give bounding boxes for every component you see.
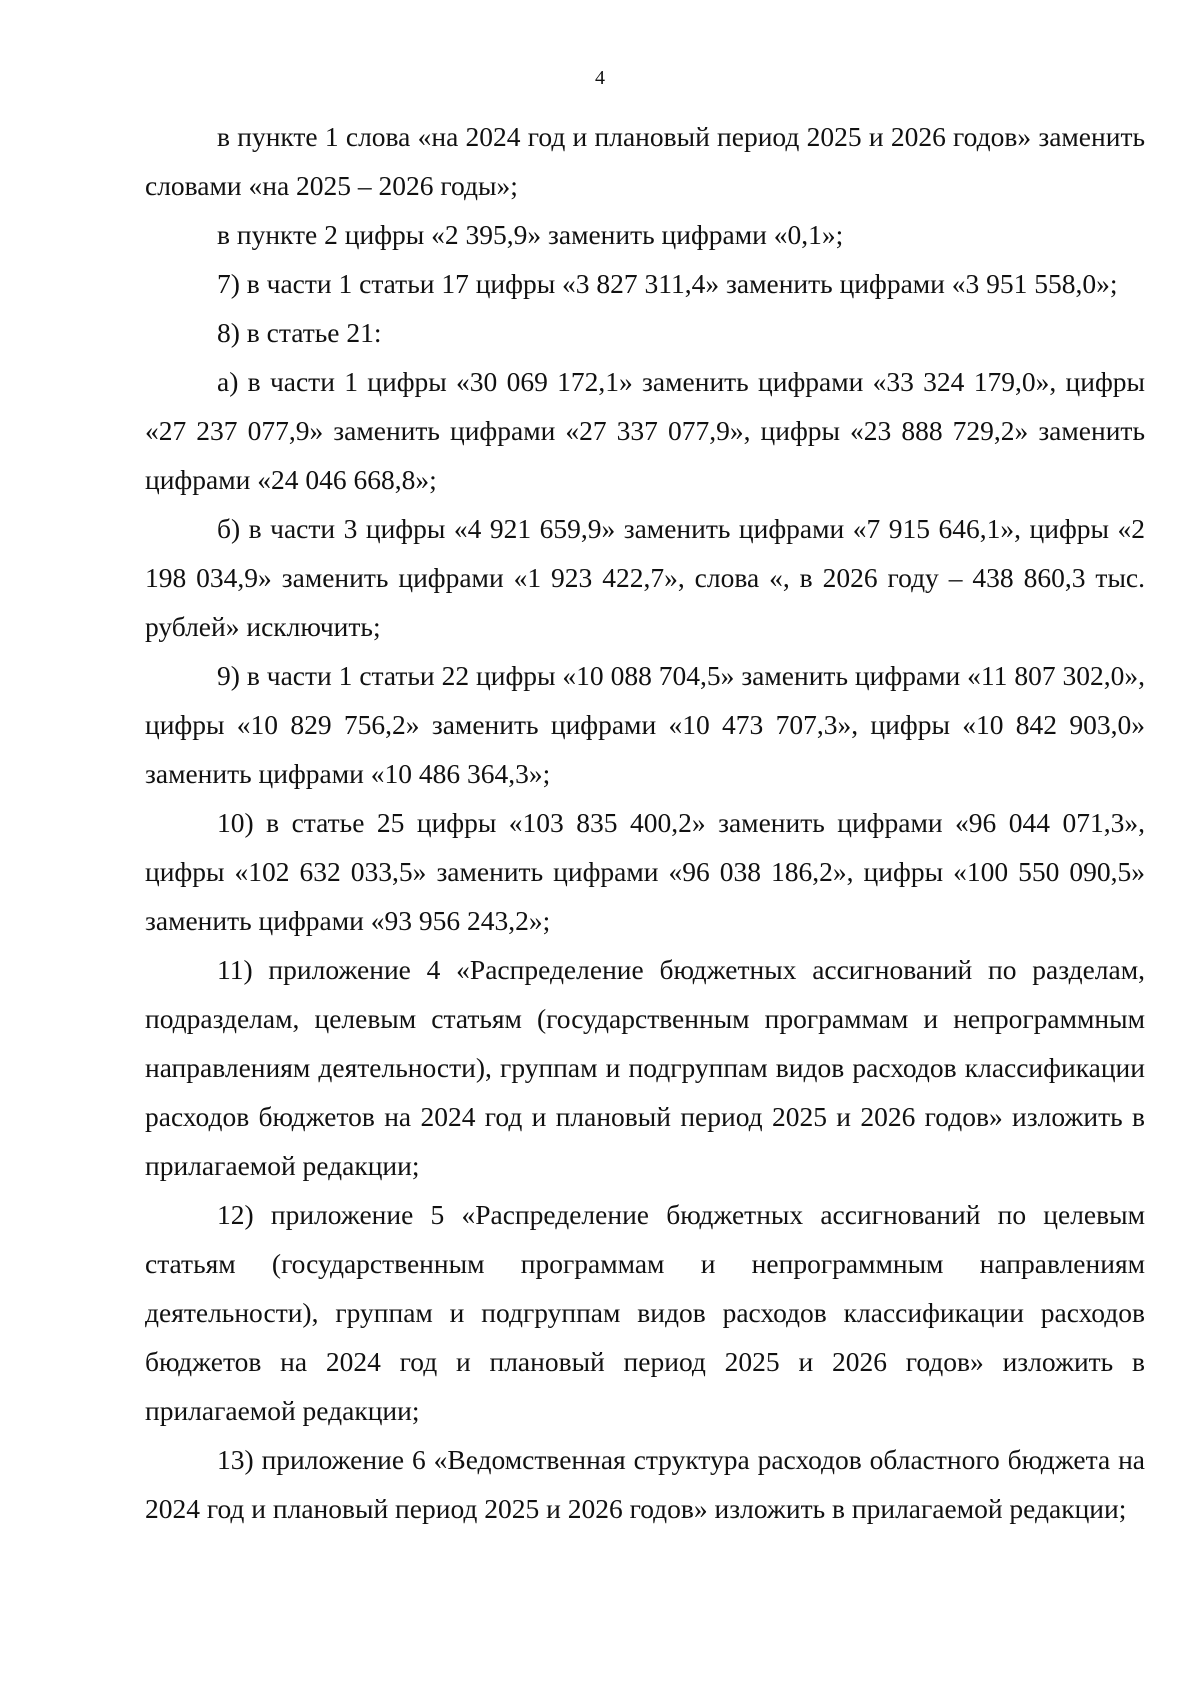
paragraph-item-12: 12) приложение 5 «Распределение бюджетных ассигнований по целевым статьям (государственным программам и непрограммным направлениям деятельности), группам и подгруппам видов расходов классификации расходов бюджетов на 2024 год и плановый период 2025 и 2026 годов» изложить в прилагаемой редакции; [145,1199,1145,1426]
paragraph-punkt-2: в пункте 2 цифры «2 395,9» заменить цифрами «0,1»; [217,219,844,250]
paragraph-item-9: 9) в части 1 статьи 22 цифры «10 088 704,5» заменить цифрами «11 807 302,0», цифры «10 829 756,2» заменить цифрами «10 473 707,3», цифры «10 842 903,0» заменить цифрами «10 486 364,3»; [145,660,1145,789]
paragraph-item-13: 13) приложение 6 «Ведомственная структура расходов областного бюджета на 2024 год и плановый период 2025 и 2026 годов» изложить в прилагаемой редакции; [145,1444,1145,1524]
paragraph-item-10: 10) в статье 25 цифры «103 835 400,2» заменить цифрами «96 044 071,3», цифры «102 632 033,5» заменить цифрами «96 038 186,2», цифры «100 550 090,5» заменить цифрами «93 956 243,2»; [145,807,1145,936]
paragraph-item-11: 11) приложение 4 «Распределение бюджетных ассигнований по разделам, подразделам, целевым статьям (государственным программам и непрограммным направлениям деятельности), группам и подгруппам видов расходов классификации расходов бюджетов на 2024 год и плановый период 2025 и 2026 годов» изложить в прилагаемой редакции; [145,954,1145,1181]
paragraph-item-8a: а) в части 1 цифры «30 069 172,1» заменить цифрами «33 324 179,0», цифры «27 237 077,9» заменить цифрами «27 337 077,9», цифры «23 888 729,2» заменить цифрами «24 046 668,8»; [145,366,1145,495]
document-body [145,112,1145,1533]
paragraph-item-8: 8) в статье 21: [217,317,382,348]
page-number: 4 [595,67,605,89]
paragraph-item-8b: б) в части 3 цифры «4 921 659,9» заменить цифрами «7 915 646,1», цифры «2 198 034,9» заменить цифрами «1 923 422,7», слова «, в 2026 году – 438 860,3 тыс. рублей» исключить; [145,513,1145,642]
paragraph-punkt-1: в пункте 1 слова «на 2024 год и плановый период 2025 и 2026 годов» заменить словами «на 2025 – 2026 годы»; [145,121,1145,201]
paragraph-item-7: 7) в части 1 статьи 17 цифры «3 827 311,4» заменить цифрами «3 951 558,0»; [217,268,1118,299]
